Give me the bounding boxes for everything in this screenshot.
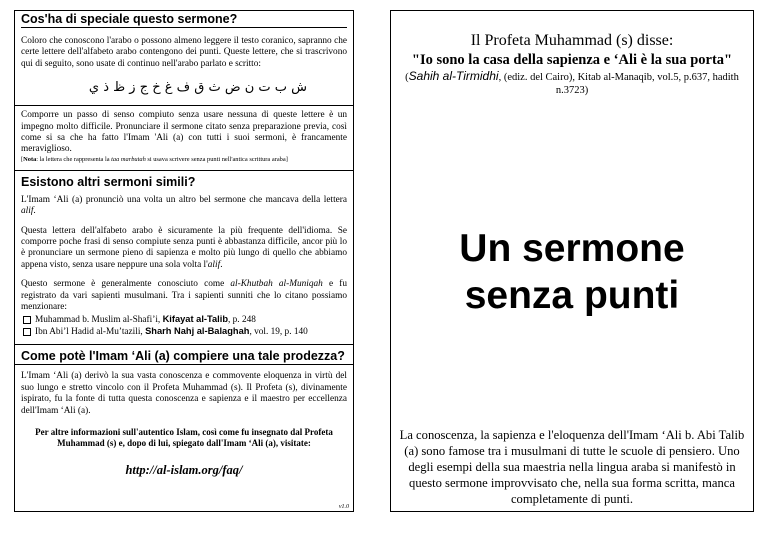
section-title-similar: Esistono altri sermoni simili?	[15, 170, 353, 190]
reference-item	[21, 314, 347, 326]
note-text-b: si usava scrivere senza punti nell'antica scrittura araba]	[145, 155, 288, 163]
paragraph-knowledge: L'Imam ‘Ali (a) derivò la sua vasta conoscenza e commovente eloquenza in virtù del suo lungo e stretto vincolo con il Profeta Muhammad (s). Il Profeta (s), divinamente ispirato, fu la fonte di tutta questa conoscenza e sapienza e il maestro per eccellenza dell'Imam ‘Ali (a).	[21, 371, 347, 416]
ref-author: Ibn Abi’l Hadid al-Mu’tazili,	[35, 326, 146, 337]
version-label: v1.0	[338, 504, 349, 510]
info-text: Per altre informazioni sull'autentico Islam, così come fu insegnato dal Profeta Muhammad (s) e, dopo di lui, spiegato dall'Imam ‘Ali (a), visitate:	[35, 426, 333, 448]
arabic-letters: ش ب ت ن ض ث ق ف غ خ ج ز ظ ذ ي	[88, 80, 307, 96]
description: La conoscenza, la sapienza e l'eloquenza dell'Imam ‘Ali b. Abi Talib (a) sono famose tra i musulmani di tutte le scuole di pensiero. Uno degli esempi della sua maestria nella lingua araba si manifestò in questo sermone improvvisato che, nella sua forma scritta, manca completamente di punti.	[399, 428, 745, 506]
hadith-source	[405, 70, 739, 97]
paragraph-difficulty: Comporre un passo di senso compiuto senza usare nessuna di queste lettere è un impegno molto difficile. Pronunciare il sermone citato senza preparazione previa, così come si sa che ha fatto l'Imam 'Ali (a) con tutti i suoi sermoni, è francamente meraviglioso.	[21, 110, 347, 155]
hadith-intro: Il Profeta Muhammad (s) disse:	[470, 32, 674, 49]
alif-term: alif	[207, 259, 221, 270]
ref-page: , vol. 19, p. 140	[249, 326, 308, 337]
text: Questo sermone è generalmente conosciuto come	[21, 279, 231, 290]
note-label: Nota	[23, 155, 37, 163]
ref-title: Sharh Nahj al-Balaghah	[145, 325, 250, 336]
sermon-name: al-Khutbah al-Muniqah	[230, 279, 323, 290]
divider	[15, 105, 353, 106]
note	[21, 156, 347, 164]
hadith-quote: "Io sono la casa della sapienza e ‘Ali è la sua porta"	[411, 52, 733, 68]
note-prefix: [	[21, 155, 24, 163]
page-title-line1: Un sermone	[459, 227, 685, 270]
note-italic: taa marbutah	[111, 155, 146, 163]
paragraph-muniqah	[21, 279, 347, 313]
ref-author: Muhammad b. Muslim al-Shafi’i,	[35, 314, 163, 325]
paragraph-alif-sermon	[21, 195, 347, 218]
ref-title: Kifayat al-Talib	[162, 313, 228, 324]
ref-page: , p. 248	[228, 314, 256, 325]
right-panel	[390, 10, 754, 512]
note-text-a: : la lettera che rappresenta la	[36, 155, 112, 163]
page-title-line2: senza punti	[464, 274, 680, 317]
text: L'Imam ‘Ali (a) pronunciò una volta un altro bel sermone che mancava della lettera	[21, 194, 347, 205]
checkbox-bullet-icon	[23, 328, 31, 336]
text: e fu registrato da vari sapienti musulmani. Tra i sapienti sunniti che lo citano possiamo menzionare:	[21, 279, 347, 313]
paragraph-alif-frequency	[21, 226, 347, 272]
text: (	[405, 72, 409, 83]
text: , (ediz. del Cairo), Kitab al-Manaqib, vol.5, p.637, hadith n.3723)	[498, 72, 739, 96]
paragraph-letters-intro: Coloro che conoscono l'arabo o possono almeno leggere il testo coranico, sapranno che certe lettere dell'alfabeto arabo contengono dei punti. Queste lettere, che si trascrivono qui di seguito, sono usate di continuo nell'arabo parlato e scritto:	[21, 36, 347, 69]
website-link[interactable]: http://al-islam.org/faq/	[125, 462, 243, 477]
checkbox-bullet-icon	[23, 316, 31, 324]
source-title: Sahih al-Tirmidhi	[408, 69, 499, 83]
section-title-special: Cos'ha di speciale questo sermone?	[21, 11, 347, 28]
alif-term: alif	[21, 206, 34, 217]
text: .	[33, 206, 36, 217]
reference-item	[21, 326, 347, 338]
text: Questa lettera dell'alfabeto arabo è sicuramente la più frequente dell'idioma. Se comporre poche frasi di senso compiute senza punti è abbastanza difficile, ancor più lo è pronunciare un sermone pieno di sapienza e molto più lungo di quello che abbiamo appena visto, senza usare neppure una sola volta l'	[21, 225, 347, 270]
left-panel	[14, 10, 354, 512]
section-title-how: Come potè l'Imam ‘Ali (a) compiere una tale prodezza?	[15, 344, 353, 365]
text: .	[220, 259, 223, 270]
